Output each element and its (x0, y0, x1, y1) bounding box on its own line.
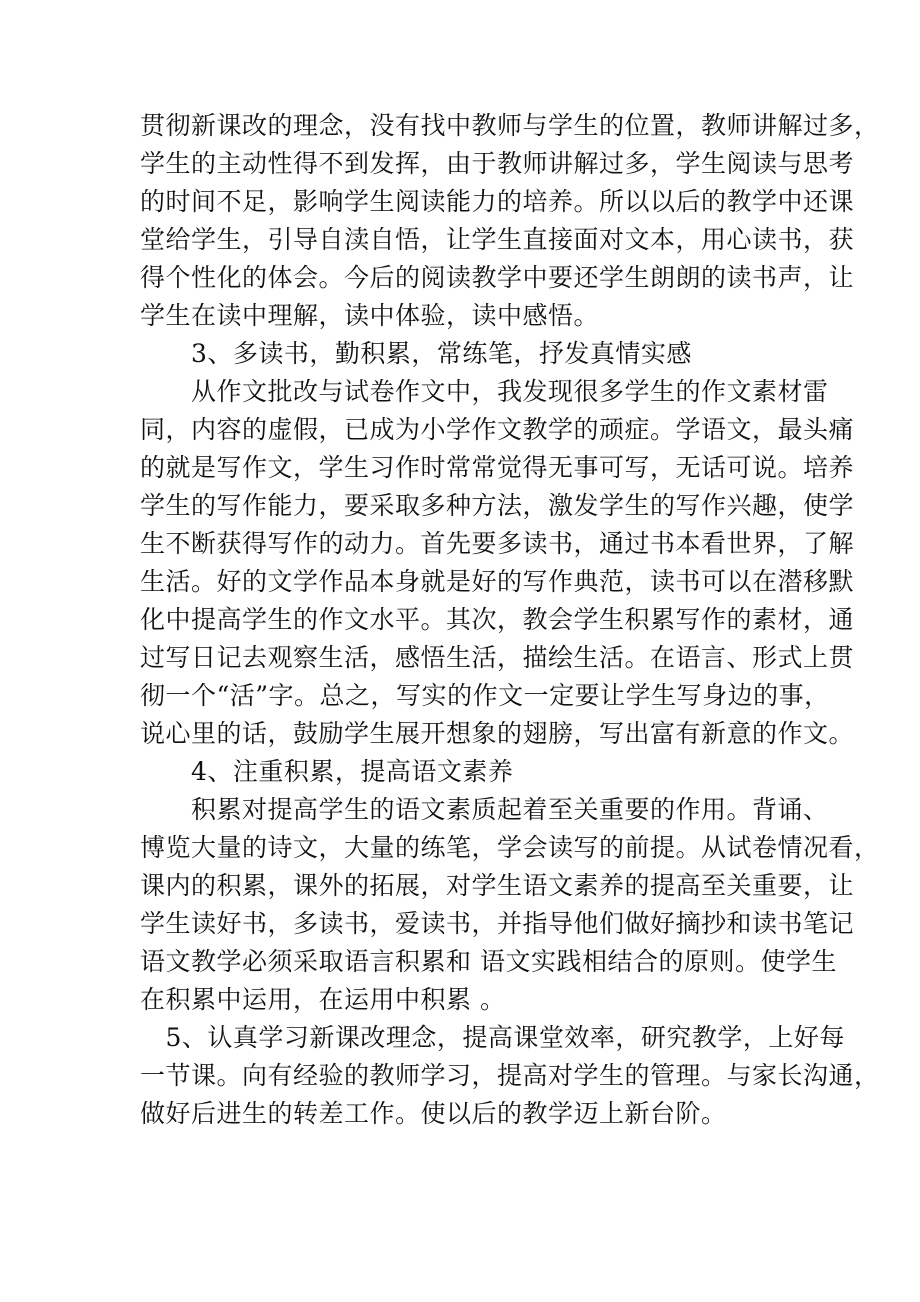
text-line: 的就是写作文，学生习作时常常觉得无事可写，无话可说。培养 (140, 453, 855, 482)
text-line: 得个性化的体会。今后的阅读教学中要还学生朗朗的读书声，让 (140, 263, 855, 292)
text-line: 在积累中运用，在运用中积累 。 (140, 985, 506, 1014)
text-line: 学生的写作能力，要采取多种方法，激发学生的写作兴趣，使学 (140, 491, 855, 520)
text-line: 做好后进生的转差工作。使以后的教学迈上新台阶。 (140, 1099, 727, 1128)
text-line: 积累对提高学生的语文素质起着至关重要的作用。背诵、 (140, 795, 829, 824)
text-line: 堂给学生，引导自渎自悟，让学生直接面对文本，用心读书，获 (140, 225, 855, 254)
text-line: 博览大量的诗文，大量的练笔，学会读写的前提。从试卷情况看， (140, 833, 880, 862)
text-line: 学生读好书，多读书，爱读书，并指导他们做好摘抄和读书笔记 (140, 909, 855, 938)
text-line: 的时间不足，影响学生阅读能力的培养。所以以后的教学中还课 (140, 187, 855, 216)
text-line: 生活。好的文学作品本身就是好的写作典范，读书可以在潜移默 (140, 567, 855, 596)
text-line: 过写日记去观察生活，感悟生活，描绘生活。在语言、形式上贯 (140, 643, 855, 672)
section-heading-4: 4、注重积累，提高语文素养 (140, 757, 514, 786)
text-line: 语文教学必须采取语言积累和 语文实践相结合的原则。使学生 (140, 947, 837, 976)
section-heading-3: 3、多读书，勤积累，常练笔，抒发真情实感 (140, 339, 692, 368)
text-line: 贯彻新课改的理念，没有找中教师与学生的位置，教师讲解过多， (140, 111, 880, 140)
text-line: 一节课。向有经验的教师学习，提高对学生的管理。与家长沟通， (140, 1061, 880, 1090)
text-line: 从作文批改与试卷作文中，我发现很多学生的作文素材雷 (140, 377, 829, 406)
text-line: 彻一个“活”字。总之，写实的作文一定要让学生写身边的事， (140, 681, 830, 710)
text-line: 生不断获得写作的动力。首先要多读书，通过书本看世界，了解 (140, 529, 855, 558)
text-line: 课内的积累，课外的拓展，对学生语文素养的提高至关重要，让 (140, 871, 855, 900)
section-heading-5: 5、认真学习新课改理念，提高课堂效率，研究教学，上好每 (140, 1023, 845, 1052)
text-line: 化中提高学生的作文水平。其次，教会学生积累写作的素材，通 (140, 605, 855, 634)
text-line: 学生在读中理解，读中体验，读中感悟。 (140, 301, 600, 330)
text-line: 说心里的话，鼓励学生展开想象的翅膀，写出富有新意的作文。 (140, 719, 855, 748)
text-line: 同，内容的虚假，已成为小学作文教学的顽症。学语文，最头痛 (140, 415, 855, 444)
text-line: 学生的主动性得不到发挥，由于教师讲解过多，学生阅读与思考 (140, 149, 855, 178)
